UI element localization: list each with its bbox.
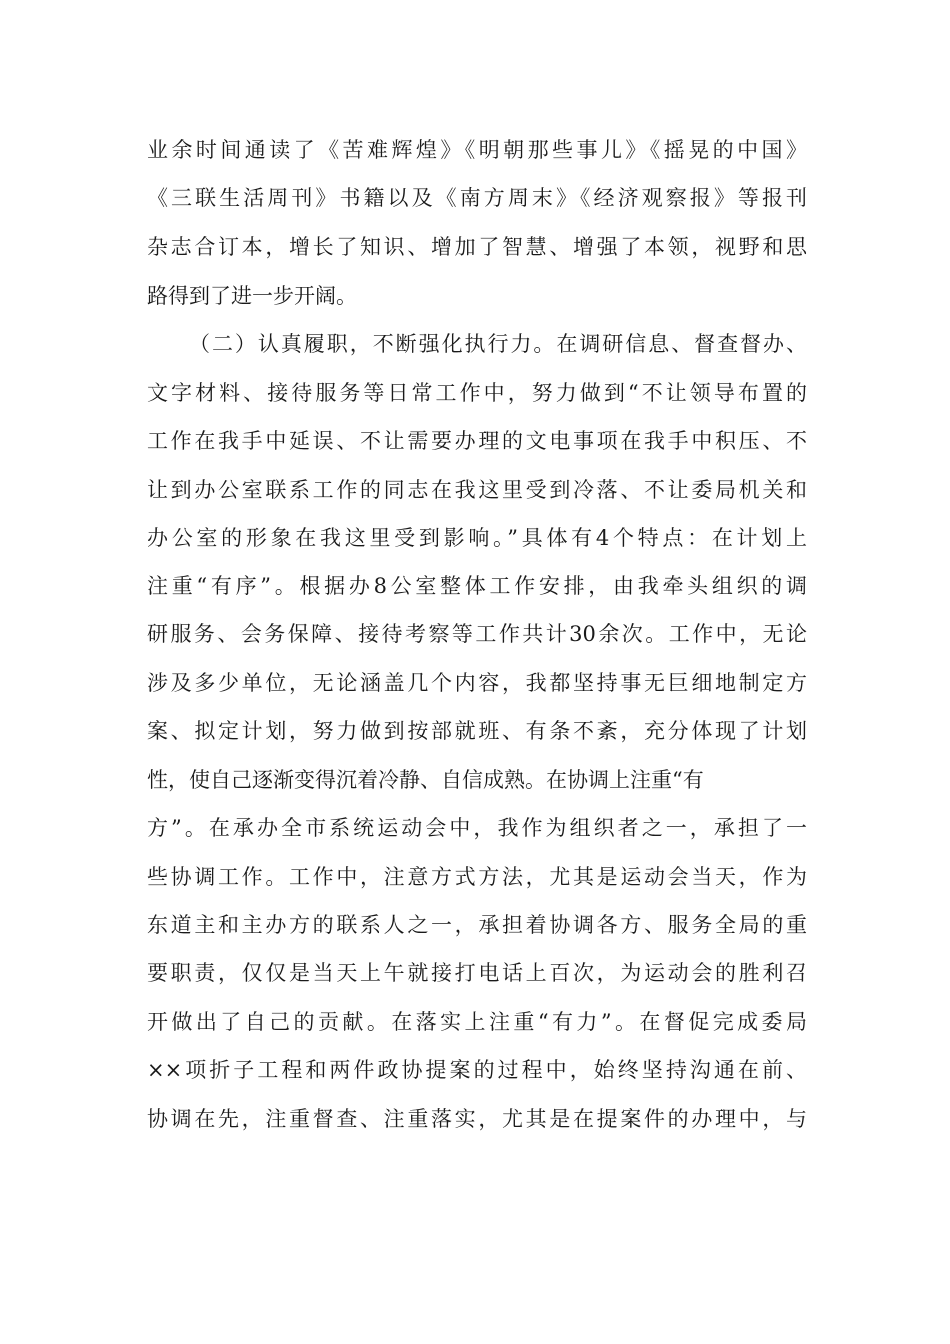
text-line-8: 让到办公室联系工作的同志在我这里受到冷落、不让委局机关和 xyxy=(147,478,807,502)
text-line-6: 文字材料、接待服务等日常工作中，努力做到“不让领导布置的 xyxy=(147,381,807,405)
text-line-15: 方”。在承办全市系统运动会中，我作为组织者之一，承担了一 xyxy=(147,816,807,840)
text-line-11: 研服务、会务保障、接待考察等工作共计30余次。工作中，无论 xyxy=(147,622,807,646)
text-line-17: 东道主和主办方的联系人之一，承担着协调各方、服务全局的重 xyxy=(147,913,807,937)
text-line-14: 性，使自己逐渐变得沉着冷静、自信成熟。在协调上注重“有 xyxy=(147,768,704,792)
text-line-16: 些协调工作。工作中，注意方式方法，尤其是运动会当天，作为 xyxy=(147,865,807,889)
text-line-18: 要职责，仅仅是当天上午就接打电话上百次，为运动会的胜利召 xyxy=(147,961,807,985)
text-line-3: 杂志合订本，增长了知识、增加了智慧、增强了本领，视野和思 xyxy=(147,235,807,259)
text-line-9: 办公室的形象在我这里受到影响。”具体有4个特点：在计划上 xyxy=(147,526,807,550)
text-line-2: 《三联生活周刊》书籍以及《南方周末》《经济观察报》等报刊 xyxy=(147,186,807,210)
text-line-19: 开做出了自己的贡献。在落实上注重“有力”。在督促完成委局 xyxy=(147,1010,807,1034)
text-line-1: 业余时间通读了《苦难辉煌》《明朝那些事儿》《摇晃的中国》 xyxy=(147,138,807,162)
text-line-7: 工作在我手中延误、不让需要办理的文电事项在我手中积压、不 xyxy=(147,429,807,453)
text-line-4: 路得到了进一步开阔。 xyxy=(147,284,357,308)
text-line-12: 涉及多少单位，无论涵盖几个内容，我都坚持事无巨细地制定方 xyxy=(147,671,807,695)
text-line-13: 案、拟定计划，努力做到按部就班、有条不紊，充分体现了计划 xyxy=(147,719,807,743)
text-line-21: 协调在先，注重督查、注重落实，尤其是在提案件的办理中，与 xyxy=(147,1107,807,1131)
text-line-10: 注重“有序”。根据办8公室整体工作安排，由我牵头组织的调 xyxy=(147,574,807,598)
text-line-5: （二）认真履职，不断强化执行力。在调研信息、督查督办、 xyxy=(189,332,807,356)
text-line-20: ××项折子工程和两件政协提案的过程中，始终坚持沟通在前、 xyxy=(147,1058,807,1082)
